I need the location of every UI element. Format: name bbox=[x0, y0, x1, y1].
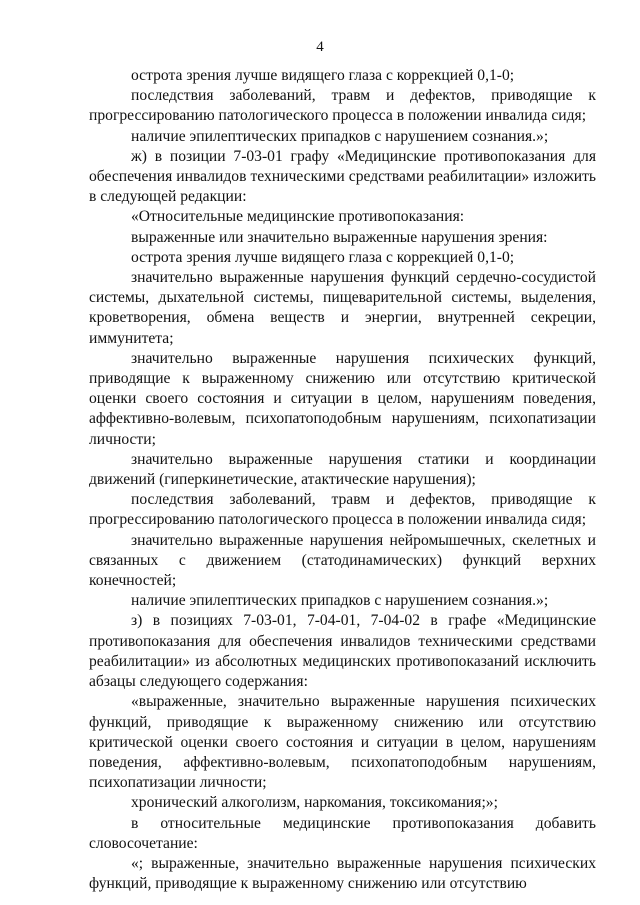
paragraph: значительно выраженные нарушения психических функций, приводящие к выраженному снижению или отсутствию критической оценки своего состояния и ситуации в целом, нарушениям поведения, аффективно-волевым, психопатоподобным нарушениям, психопатизации личности; bbox=[89, 349, 596, 448]
page-number: 4 bbox=[316, 39, 324, 55]
paragraph: наличие эпилептических припадков с нарушением сознания.»; bbox=[131, 592, 549, 610]
paragraph: «Относительные медицинские противопоказания: bbox=[131, 208, 465, 226]
paragraph: значительно выраженные нарушения статики и координации движений (гиперкинетические, атактические нарушения); bbox=[89, 450, 596, 489]
paragraph: выраженные или значительно выраженные нарушения зрения: bbox=[131, 228, 548, 246]
paragraph: острота зрения лучше видящего глаза с коррекцией 0,1-0; bbox=[131, 67, 515, 84]
paragraph: последствия заболеваний, травм и дефектов, приводящие к прогрессированию патологического процесса в положении инвалида сидя; bbox=[89, 491, 596, 529]
paragraph: з) в позициях 7-03-01, 7-04-01, 7-04-02 в графе «Медицинские противопоказания для обеспечения инвалидов техническими средствами реабилитации» из абсолютных медицинских противопоказаний исключить абзацы следующего содержания: bbox=[89, 612, 596, 691]
paragraph: острота зрения лучше видящего глаза с коррекцией 0,1-0; bbox=[131, 248, 515, 266]
paragraph: наличие эпилептических припадков с нарушением сознания.»; bbox=[131, 127, 549, 145]
paragraph: последствия заболеваний, травм и дефектов, приводящие к прогрессированию патологического процесса в положении инвалида сидя; bbox=[89, 87, 596, 125]
paragraph: «; выраженные, значительно выраженные нарушения психических функций, приводящие к выраженному снижению или отсутствию bbox=[89, 854, 596, 893]
paragraph: значительно выраженные нарушения функций сердечно-сосудистой системы, дыхательной системы, пищеварительной системы, выделения, кроветворения, обмена веществ и энергии, внутренней секреции, иммунитета; bbox=[89, 269, 596, 347]
paragraph: «выраженные, значительно выраженные нарушения психических функций, приводящие к выраженному снижению или отсутствию критической оценки своего состояния и ситуации в целом, нарушениям поведения, аффективно-волевым, психопатоподобным нарушениям, психопатизации личности; bbox=[89, 693, 596, 792]
paragraph: ж) в позиции 7-03-01 графу «Медицинские противопоказания для обеспечения инвалидов техническими средствами реабилитации» изложить в следующей редакции: bbox=[89, 147, 596, 206]
paragraph: значительно выраженные нарушения нейромышечных, скелетных и связанных с движением (статодинамических) функций верхних конечностей; bbox=[89, 531, 596, 590]
paragraph: в относительные медицинские противопоказания добавить словосочетание: bbox=[89, 814, 596, 852]
paragraph: хронический алкоголизм, наркомания, токсикомания;»; bbox=[131, 794, 498, 812]
document-body bbox=[89, 66, 596, 894]
